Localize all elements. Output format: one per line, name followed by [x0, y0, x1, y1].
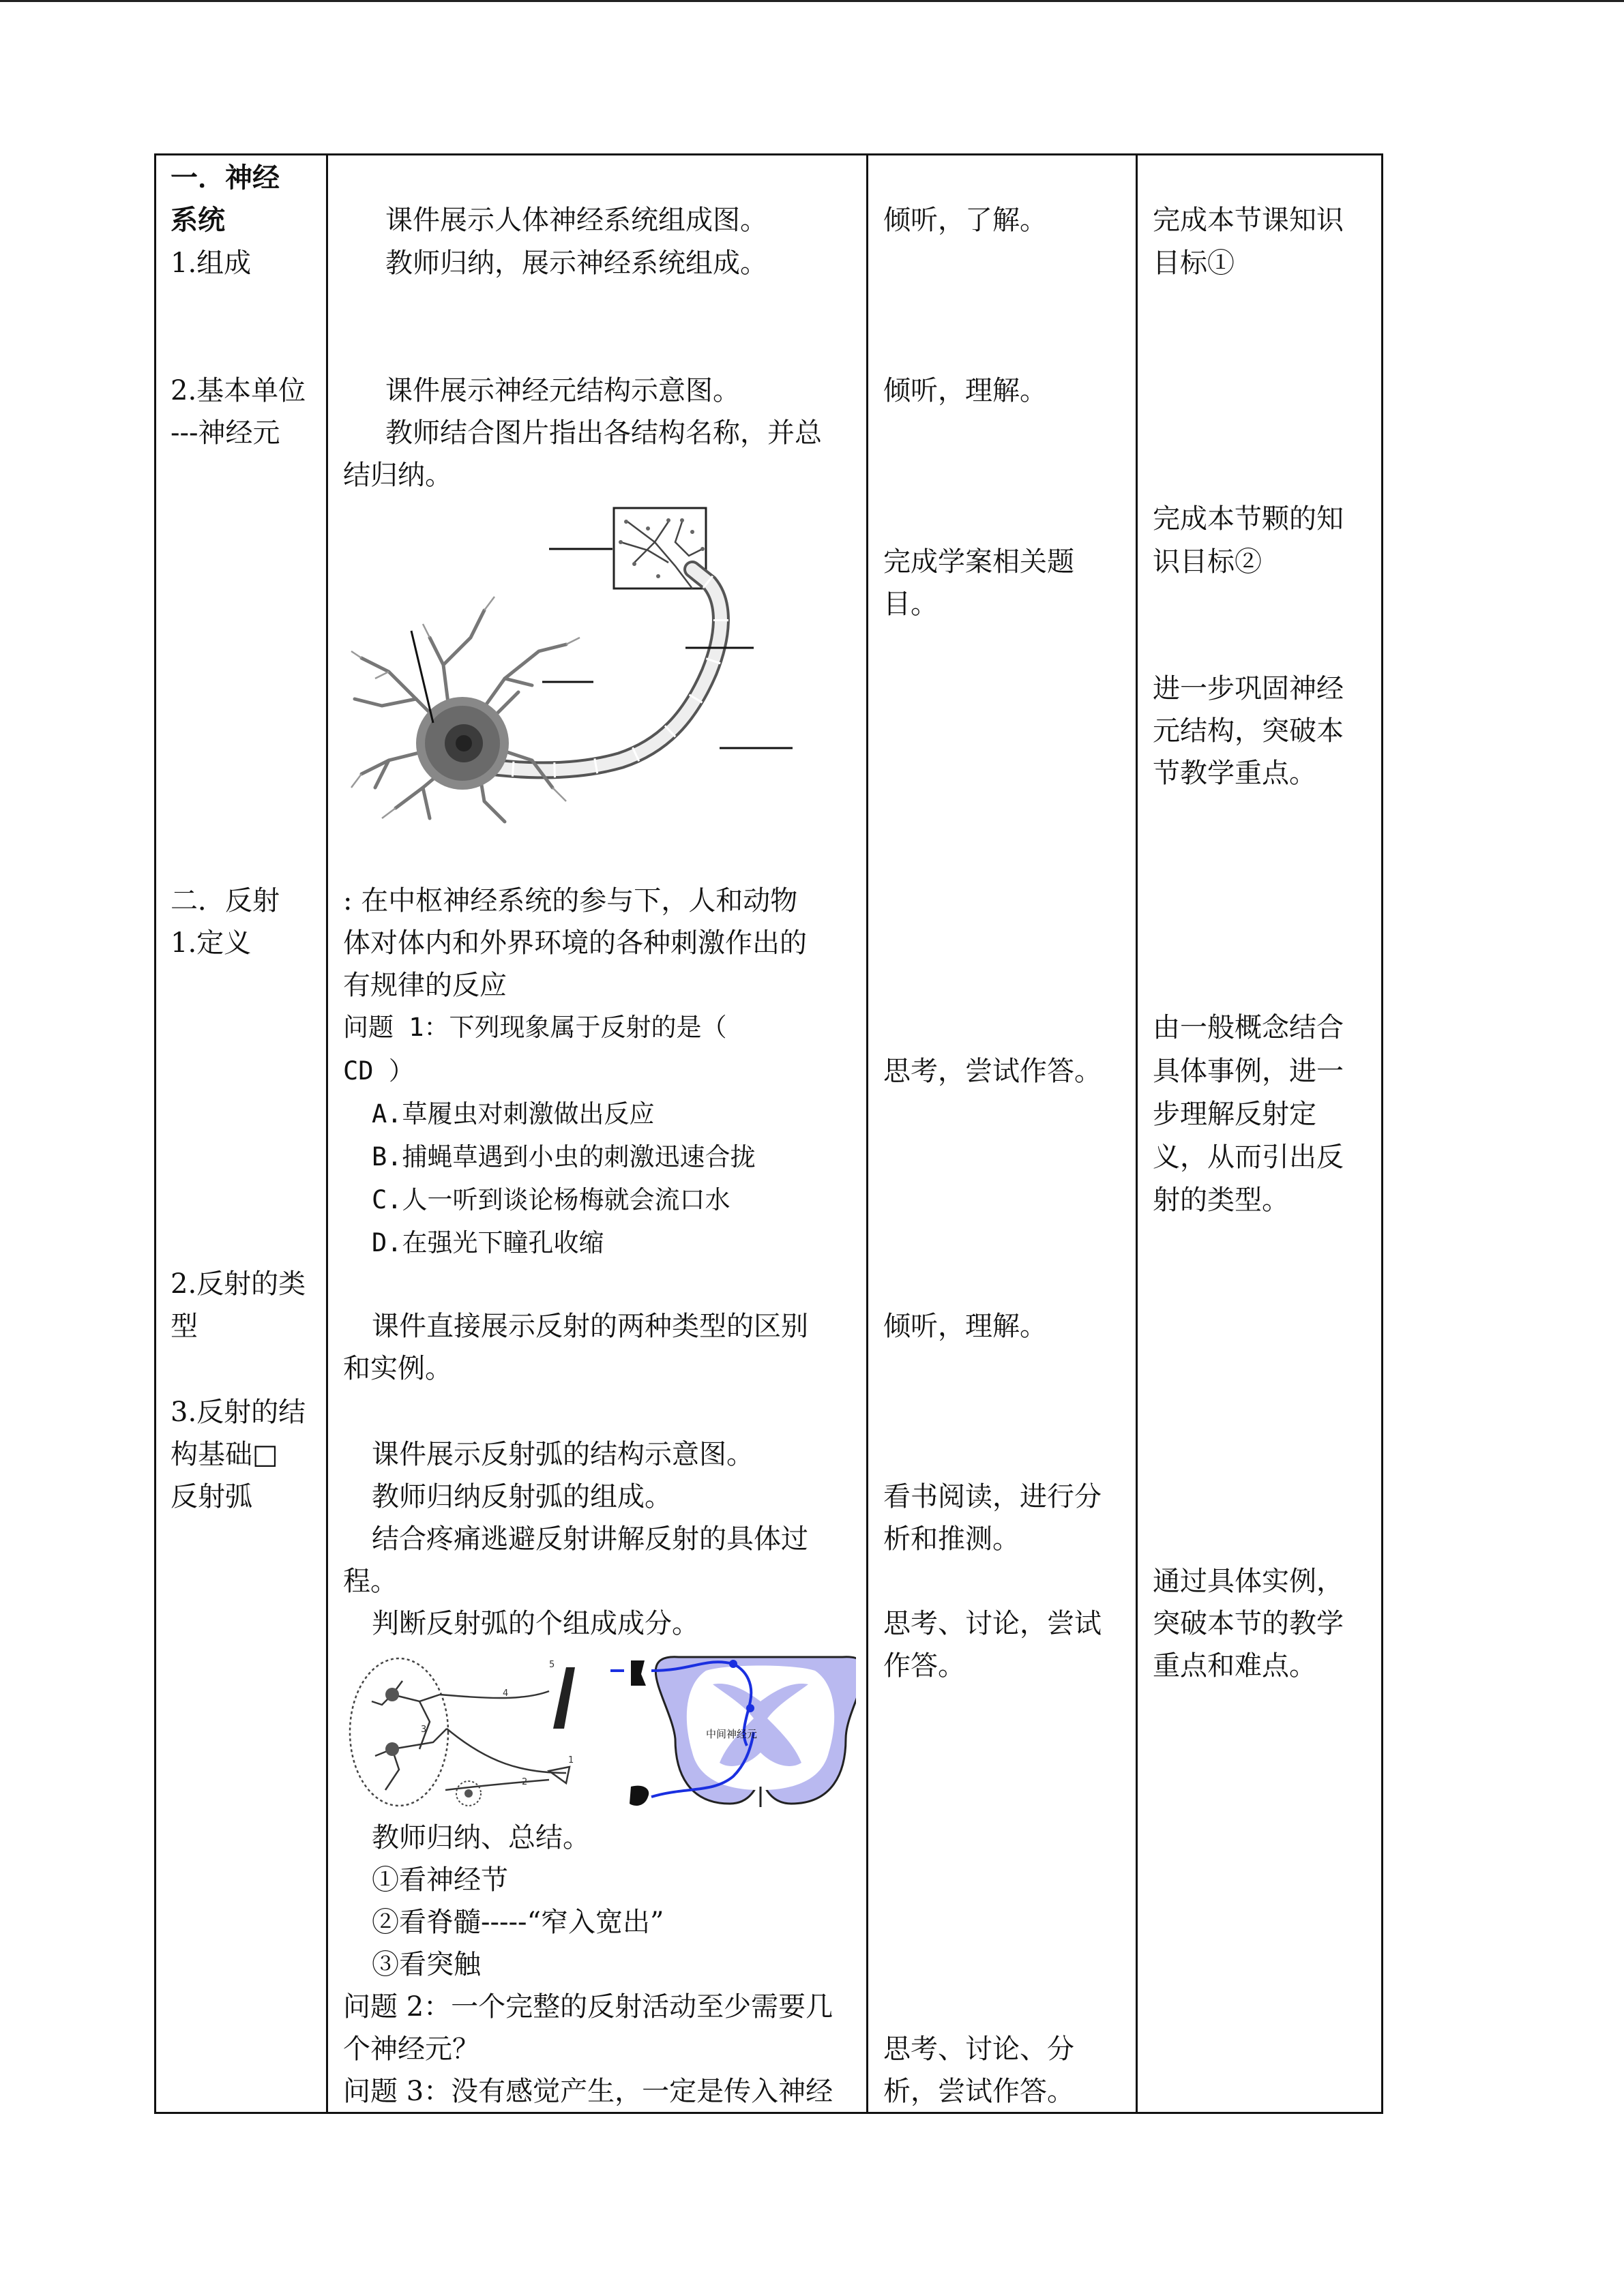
item-basic-unit-a: 2.基本单位 [171, 375, 306, 406]
item-reflex-basis-b: 构基础□ [171, 1439, 278, 1470]
intent-text: 重点和难点。 [1153, 1650, 1316, 1682]
student-text: 目。 [883, 588, 938, 620]
neuron-diagram [348, 501, 798, 825]
intent-text: 步理解反射定 [1153, 1099, 1316, 1130]
intent-text: 节教学重点。 [1153, 758, 1316, 789]
student-text: 看书阅读，进行分 [883, 1481, 1102, 1512]
student-text: 倾听，理解。 [883, 1311, 1047, 1342]
teacher-text: 教师归纳、总结。 [372, 1822, 590, 1853]
intent-text: 完成本节课知识 [1153, 205, 1344, 236]
reflex-definition-line: : 在中枢神经系统的参与下，人和动物 [343, 885, 798, 916]
teacher-text: 教师归纳，展示神经系统组成。 [385, 248, 767, 279]
teacher-text: ①看神经节 [372, 1864, 508, 1896]
teacher-text: ③看突触 [372, 1949, 481, 1980]
spinal-cord-diagram [610, 1643, 856, 1814]
question-2: 问题 2：一个完整的反射活动至少需要几 [343, 1991, 833, 2023]
question-1-answer: CD ） [343, 1056, 414, 1086]
teacher-text: 教师归纳反射弧的组成。 [372, 1481, 672, 1512]
item-reflex-types-b: 型 [171, 1311, 198, 1342]
item-reflex-types-a: 2.反射的类 [171, 1268, 306, 1300]
teacher-text: 课件直接展示反射的两种类型的区别 [372, 1311, 808, 1342]
intent-text: 通过具体实例， [1153, 1566, 1344, 1597]
item-composition: 1.组成 [171, 248, 252, 279]
question-1-option-d: D.在强光下瞳孔收缩 [372, 1228, 604, 1257]
reflex-arc-diagram [344, 1654, 576, 1810]
intent-text: 进一步巩固神经 [1153, 673, 1344, 704]
teacher-text: 结合疼痛逃避反射讲解反射的具体过 [372, 1523, 808, 1555]
student-text: 思考、讨论、分 [883, 2033, 1074, 2065]
item-reflex-basis-c: 反射弧 [171, 1481, 252, 1512]
student-text: 思考，尝试作答。 [883, 1056, 1102, 1087]
intent-text: 完成本节颗的知 [1153, 503, 1344, 535]
section1-title-a: 一．神经 [171, 162, 280, 194]
intent-text: 射的类型。 [1153, 1184, 1289, 1216]
reflex-definition-line: 体对体内和外界环境的各种刺激作出的 [343, 927, 807, 959]
student-text: 析，尝试作答。 [883, 2076, 1074, 2107]
intent-text: 由一般概念结合 [1153, 1012, 1344, 1043]
student-text: 倾听，理解。 [883, 375, 1047, 406]
interneuron-label: 中间神经元 [706, 1728, 758, 1740]
question-1-option-c: C.人一听到谈论杨梅就会流口水 [372, 1185, 730, 1214]
item-definition: 1.定义 [171, 927, 252, 959]
teacher-text: 课件展示神经元结构示意图。 [385, 375, 740, 406]
teacher-text: ②看脊髓-----“窄入宽出” [372, 1907, 664, 1938]
teacher-text: 课件展示人体神经系统组成图。 [385, 205, 767, 236]
student-text: 析和推测。 [883, 1523, 1020, 1555]
question-1: 问题 1：下列现象属于反射的是（ [343, 1013, 727, 1042]
student-text: 作答。 [883, 1650, 965, 1682]
section2-title: 二．反射 [171, 885, 280, 916]
page-top-rule [0, 0, 1624, 2]
question-1-option-a: A.草履虫对刺激做出反应 [372, 1099, 655, 1129]
teacher-text: 教师结合图片指出各结构名称，并总 [385, 417, 822, 449]
intent-text: 具体事例，进一 [1153, 1056, 1344, 1087]
teacher-text: 程。 [343, 1566, 398, 1597]
arc-label-2: 2 [522, 1777, 528, 1787]
arc-label-1: 1 [568, 1755, 574, 1765]
intent-text: 义，从而引出反 [1153, 1142, 1344, 1173]
student-text: 倾听，了解。 [883, 205, 1047, 236]
intent-text: 突破本节的教学 [1153, 1608, 1344, 1639]
arc-label-5: 5 [549, 1660, 555, 1670]
teacher-text: 判断反射弧的个组成成分。 [372, 1608, 699, 1639]
question-3: 问题 3：没有感觉产生，一定是传入神经 [343, 2076, 833, 2107]
item-basic-unit-b: ---神经元 [171, 417, 280, 449]
item-reflex-basis-a: 3.反射的结 [171, 1397, 306, 1428]
intent-text: 识目标② [1153, 546, 1262, 578]
section1-title-b: 系统 [171, 204, 225, 236]
arc-label-4: 4 [503, 1688, 509, 1699]
arc-label-3: 3 [421, 1725, 427, 1735]
teacher-text: 课件展示反射弧的结构示意图。 [372, 1439, 754, 1470]
student-text: 思考、讨论，尝试 [883, 1608, 1102, 1639]
student-text: 完成学案相关题 [883, 546, 1074, 578]
question-2: 个神经元？ [343, 2033, 479, 2065]
intent-text: 目标① [1153, 248, 1235, 279]
intent-text: 元结构，突破本 [1153, 715, 1344, 747]
teacher-text: 结归纳。 [343, 460, 452, 491]
teacher-text: 和实例。 [343, 1353, 452, 1384]
question-1-option-b: B.捕蝇草遇到小虫的刺激迅速合拢 [372, 1142, 756, 1172]
reflex-definition-line: 有规律的反应 [343, 970, 507, 1001]
